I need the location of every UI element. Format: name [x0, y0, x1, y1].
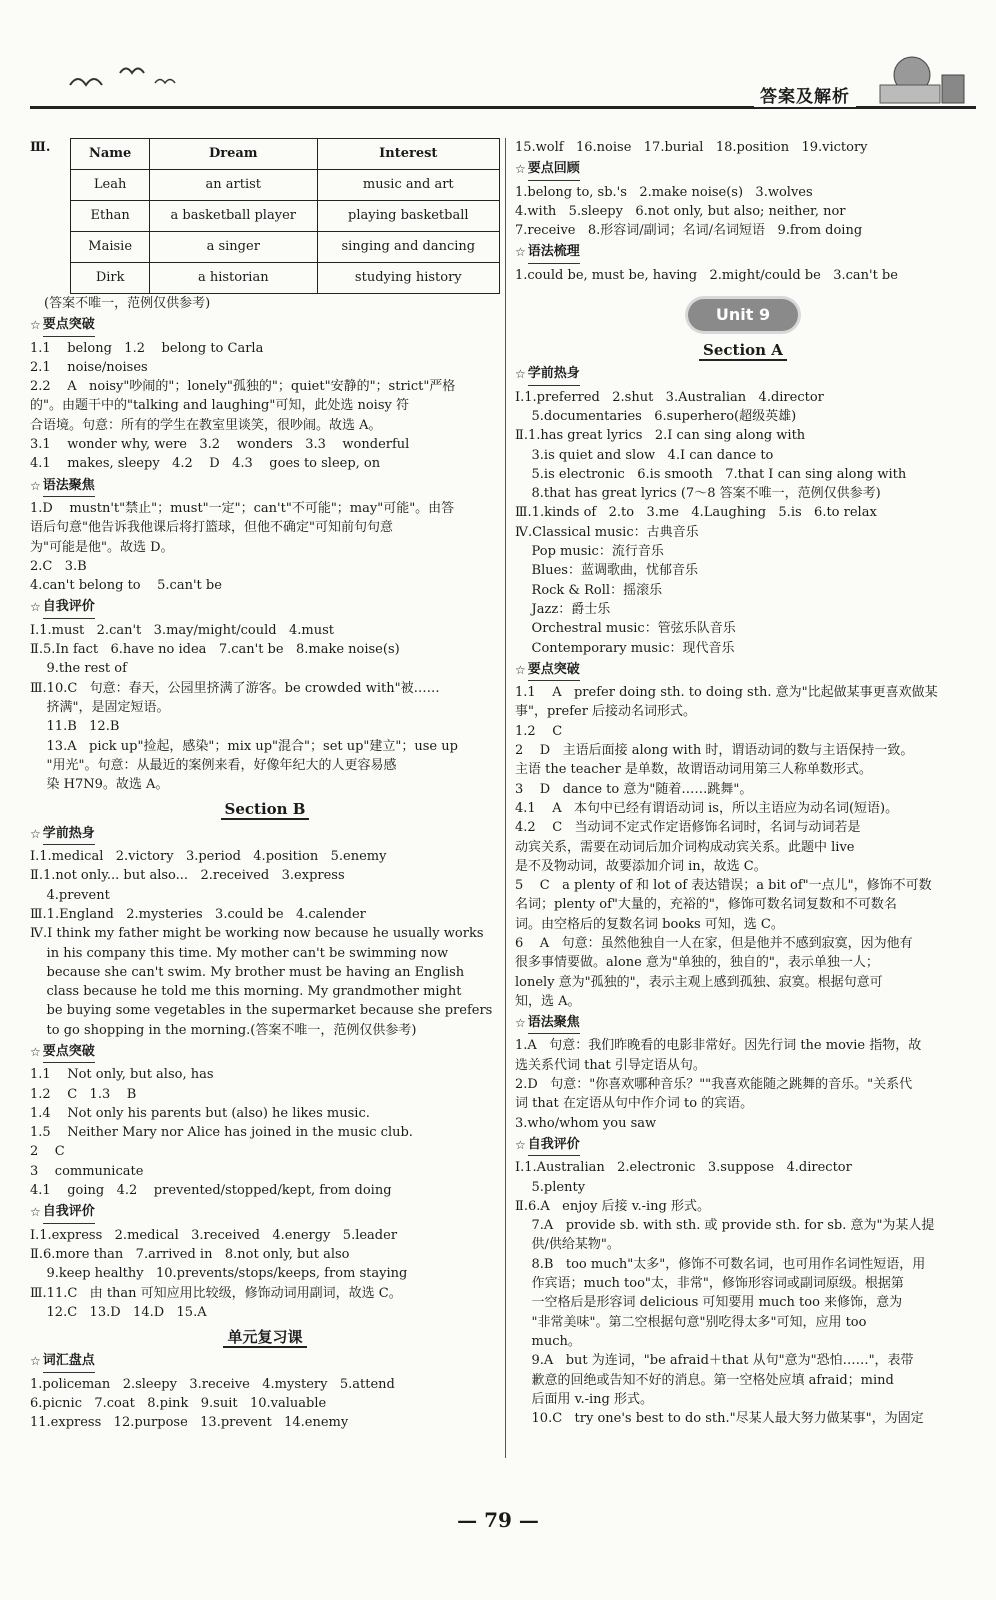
text-line: Ⅳ.I think my father might be working now because he usually works: [30, 926, 484, 942]
text-line: 4.1 going 4.2 prevented/stopped/kept, from doing: [30, 1183, 392, 1199]
text-line: 2.C 3.B: [30, 558, 87, 574]
text-line: 4.1 makes, sleepy 4.2 D 4.3 goes to sleep, on: [30, 456, 381, 472]
text-line: because she can't swim. My brother must be having an English: [30, 964, 465, 980]
star-icon: ☆: [30, 826, 41, 841]
self-check-block: [30, 621, 500, 795]
text-line: 5.documentaries 6.superhero(超级英雄): [515, 408, 797, 424]
table-cell: singing and dancing: [317, 232, 499, 263]
text-line: 1.belong to, sb.'s 2.make noise(s) 3.wolves: [515, 184, 813, 200]
text-line: 4.prevent: [30, 887, 110, 903]
text-line: 15.wolf 16.noise 17.burial 18.position 19.victory: [515, 140, 868, 155]
text-line: be buying some vegetables in the supermarket because she prefers: [30, 1003, 493, 1019]
section-heading: ☆ 要点突破: [30, 315, 500, 336]
star-icon: ☆: [515, 662, 526, 677]
right-column: [515, 138, 971, 1428]
section-heading: ☆ 语法聚焦: [515, 1013, 971, 1034]
text-line: 1.policeman 2.sleepy 3.receive 4.mystery 5.attend: [30, 1376, 395, 1392]
column-divider: [505, 138, 506, 1458]
warmup-block-a: [515, 388, 971, 658]
text-line: 挤满"，是固定短语。: [30, 699, 170, 715]
table-header: Name: [71, 139, 150, 170]
table-cell: an artist: [149, 170, 317, 201]
text-line: Ⅰ.1.must 2.can't 3.may/might/could 4.must: [30, 622, 335, 638]
text-line: 3.1 wonder why, were 3.2 wonders 3.3 wonderful: [30, 437, 410, 453]
table-label: Ⅲ.: [30, 140, 51, 155]
text-line: Ⅱ.6.A enjoy 后接 v.-ing 形式。: [515, 1198, 711, 1214]
star-icon: ☆: [30, 1205, 41, 1220]
text-line: 11.B 12.B: [30, 719, 120, 735]
grammar-summary-block: [515, 266, 971, 285]
grammar-block: [30, 499, 500, 595]
text-line: 后面用 v.-ing 形式。: [515, 1391, 653, 1407]
star-icon: ☆: [515, 367, 526, 382]
text-line: Pop music：流行音乐: [515, 544, 664, 560]
text-line: 1.5 Neither Mary nor Alice has joined in the music club.: [30, 1125, 413, 1141]
text-line: 3 D dance to 意为"随着……跳舞"。: [515, 781, 753, 797]
text-line: "非常美味"。第二空根据句意"别吃得太多"可知，应用 too: [515, 1314, 867, 1330]
text-line: 1.A 句意：我们昨晚看的电影非常好。因先行词 the movie 指物，故: [515, 1038, 922, 1054]
text-line: Rock & Roll：摇滚乐: [515, 582, 663, 598]
text-line: in his company this time. My mother can't be swimming now: [30, 945, 449, 961]
text-line: 名词；plenty of"大量的，充裕的"，修饰可数名词复数和不可数名: [515, 897, 897, 913]
text-line: 染 H7N9。故选 A。: [30, 777, 169, 793]
globe-decoration-icon: [860, 45, 970, 105]
text-line: 2 D 主语后面接 along with 时，谓语动词的数与主语保持一致。: [515, 743, 914, 759]
text-line: 主语 the teacher 是单数，故谓语动词用第三人称单数形式。: [515, 762, 872, 778]
star-icon: ☆: [30, 478, 41, 493]
unit-badge: Unit 9: [688, 299, 798, 331]
text-line: 1.1 A prefer doing sth. to doing sth. 意为"比起做某事更喜欢做某: [515, 685, 938, 701]
text-line: 1.1 Not only, but also, has: [30, 1067, 214, 1083]
section-heading: ☆ 词汇盘点: [30, 1351, 500, 1372]
text-line: 2.D 句意："你喜欢哪种音乐？""我喜欢能随之跳舞的音乐。"关系代: [515, 1077, 913, 1093]
text-line: 7.A provide sb. with sth. 或 provide sth. for sb. 意为"为某人提: [515, 1218, 935, 1234]
star-icon: ☆: [515, 1016, 526, 1031]
text-line: 2.1 noise/noises: [30, 359, 148, 375]
key-points-block-a: [515, 683, 971, 1011]
birds-decoration-icon: [60, 55, 200, 100]
table-cell: a singer: [149, 232, 317, 263]
text-line: Ⅲ.1.England 2.mysteries 3.could be 4.calender: [30, 906, 366, 922]
text-line: 10.C try one's best to do sth."尽某人最大努力做某事"，为固定: [515, 1411, 924, 1427]
text-line: 作宾语；much too"太，非常"，修饰形容词或副词原级。根据第: [515, 1276, 904, 1292]
table-cell: a historian: [149, 263, 317, 294]
self-check-block-a: [515, 1158, 971, 1428]
table-cell: Dirk: [71, 263, 150, 294]
table-note: (答案不唯一，范例仅供参考): [44, 296, 211, 311]
table-row: [71, 232, 500, 263]
text-line: 1.1 belong 1.2 belong to Carla: [30, 340, 264, 356]
text-line: much。: [515, 1333, 581, 1349]
text-line: 8.that has great lyrics (7～8 答案不唯一，范例仅供参考): [515, 486, 881, 502]
table-row: [71, 170, 500, 201]
text-line: 供/供给某物"。: [515, 1237, 620, 1253]
table-cell: Maisie: [71, 232, 150, 263]
left-column: [30, 138, 500, 1433]
text-line: Jazz：爵士乐: [515, 601, 611, 617]
text-line: 6 A 句意：虽然他独自一人在家，但是他并不感到寂寞，因为他有: [515, 935, 913, 951]
section-heading: ☆ 语法梳理: [515, 242, 971, 263]
text-line: 6.picnic 7.coat 8.pink 9.suit 10.valuable: [30, 1396, 327, 1412]
text-line: Ⅱ.5.In fact 6.have no idea 7.can't be 8.make noise(s): [30, 642, 400, 658]
section-heading: ☆ 要点突破: [515, 660, 971, 681]
text-line: 3.is quiet and slow 4.I can dance to: [515, 447, 774, 463]
table-cell: a basketball player: [149, 201, 317, 232]
key-points-block-b: [30, 1065, 500, 1200]
text-line: Contemporary music：现代音乐: [515, 640, 735, 656]
text-line: 词 that 在定语从句中作介词 to 的宾语。: [515, 1096, 754, 1112]
star-icon: ☆: [30, 1044, 41, 1059]
text-line: 9.A but 为连词，"be afraid＋that 从句"意为"恐怕……"，表带: [515, 1353, 914, 1369]
vocab-continued-block: [515, 138, 971, 157]
text-line: 知，选 A。: [515, 993, 581, 1009]
text-line: Ⅲ.1.kinds of 2.to 3.me 4.Laughing 5.is 6.to relax: [515, 505, 877, 521]
text-line: 动宾关系，需要在动词后加介词构成动宾关系。此题中 live: [515, 839, 855, 855]
text-line: 8.B too much"太多"，修饰不可数名词，也可用作名词性短语，用: [515, 1256, 926, 1272]
table-cell: studying history: [317, 263, 499, 294]
text-line: 7.receive 8.形容词/副词；名词/名词短语 9.from doing: [515, 223, 863, 239]
text-line: Ⅱ.1.has great lyrics 2.I can sing along with: [515, 428, 806, 444]
page-number: — 79 —: [457, 1508, 539, 1532]
section-heading: ☆ 自我评价: [515, 1135, 971, 1156]
text-line: 2 C: [30, 1144, 65, 1160]
text-line: "用光"。句意：从最近的案例来看，好像年纪大的人更容易感: [30, 757, 397, 773]
text-line: 词。由空格后的复数名词 books 可知，选 C。: [515, 916, 784, 932]
text-line: Ⅲ.10.C 句意：春天，公园里挤满了游客。be crowded with"被……: [30, 680, 440, 696]
star-icon: ☆: [30, 318, 41, 333]
text-line: 很多事情要做。alone 意为"单独的，独自的"，表示单独一人；: [515, 955, 879, 971]
text-line: 1.2 C 1.3 B: [30, 1086, 137, 1102]
warmup-block: [30, 847, 500, 1040]
self-check-block-b: [30, 1226, 500, 1322]
table-row: [71, 201, 500, 232]
text-line: 4.with 5.sleepy 6.not only, but also; neither, nor: [515, 203, 846, 219]
text-line: 5.is electronic 6.is smooth 7.that I can sing along with: [515, 466, 907, 482]
table-header: Interest: [317, 139, 499, 170]
text-line: 13.A pick up"捡起，感染"；mix up"混合"；set up"建立"；use up: [30, 738, 458, 754]
text-line: 1.could be, must be, having 2.might/could be 3.can't be: [515, 267, 898, 283]
table-row: [71, 263, 500, 294]
section-heading: ☆ 要点回顾: [515, 159, 971, 180]
text-line: 9.keep healthy 10.prevents/stops/keeps, from staying: [30, 1266, 408, 1282]
review-points-block: [515, 183, 971, 241]
text-line: 合语境。句意：所有的学生在教室里谈笑，很吵闹。故选 A。: [30, 417, 382, 433]
header-title: 答案及解析: [754, 82, 856, 107]
text-line: Ⅲ.11.C 由 than 可知应用比较级，修饰动词用副词，故选 C。: [30, 1285, 402, 1301]
star-icon: ☆: [515, 245, 526, 260]
star-icon: ☆: [515, 162, 526, 177]
section-heading: ☆ 学前热身: [515, 364, 971, 385]
text-line: 3.who/whom you saw: [515, 1115, 657, 1131]
table-cell: music and art: [317, 170, 499, 201]
text-line: 选关系代词 that 引导定语从句。: [515, 1057, 706, 1073]
text-line: 1.2 C: [515, 723, 563, 739]
text-line: 12.C 13.D 14.D 15.A: [30, 1304, 207, 1320]
text-line: Ⅱ.6.more than 7.arrived in 8.not only, but also: [30, 1246, 350, 1262]
table-cell: Leah: [71, 170, 150, 201]
text-line: 1.4 Not only his parents but (also) he likes music.: [30, 1105, 370, 1121]
text-line: Orchestral music：管弦乐队音乐: [515, 621, 736, 637]
text-line: Ⅰ.1.medical 2.victory 3.period 4.position 5.enemy: [30, 849, 387, 865]
text-line: Ⅳ.Classical music：古典音乐: [515, 524, 699, 540]
text-line: Ⅰ.1.Australian 2.electronic 3.suppose 4.director: [515, 1160, 852, 1176]
text-line: 为"可能是他"。故选 D。: [30, 539, 174, 555]
text-line: Blues：蓝调歌曲，忧郁音乐: [515, 563, 698, 579]
grammar-block-a: [515, 1036, 971, 1132]
text-line: 5 C a plenty of 和 lot of 表达错误；a bit of"一点儿"，修饰不可数: [515, 878, 932, 894]
section-heading: ☆ 语法聚焦: [30, 476, 500, 497]
text-line: 5.plenty: [515, 1179, 586, 1195]
star-icon: ☆: [30, 600, 41, 615]
text-line: 1.D mustn't"禁止"；must"一定"；can't"不可能"；may"可能"。由答: [30, 500, 455, 516]
text-line: 9.the rest of: [30, 661, 127, 677]
table-header-row: [71, 139, 500, 170]
text-line: 事"，prefer 后接动名词形式。: [515, 704, 697, 720]
text-line: lonely 意为"孤独的"，表示主观上感到孤独、寂寞。根据句意可: [515, 974, 883, 990]
text-line: 一空格后是形容词 delicious 可知要用 much too 来修饰，意为: [515, 1295, 903, 1311]
section-heading: ☆ 自我评价: [30, 1202, 500, 1223]
text-line: 歉意的回绝或告知不好的消息。第一空格处应填 afraid；mind: [515, 1372, 894, 1388]
table-cell: Ethan: [71, 201, 150, 232]
vocab-block: [30, 1375, 500, 1433]
table-header: Dream: [149, 139, 317, 170]
text-line: 4.can't belong to 5.can't be: [30, 578, 222, 594]
text-line: Ⅰ.1.express 2.medical 3.received 4.energy 5.leader: [30, 1227, 398, 1243]
text-line: Ⅰ.1.preferred 2.shut 3.Australian 4.director: [515, 389, 824, 405]
star-icon: ☆: [30, 1354, 41, 1369]
review-title: 单元复习课: [30, 1328, 500, 1347]
text-line: Ⅱ.1.not only... but also... 2.received 3.express: [30, 868, 345, 884]
section-heading: ☆ 要点突破: [30, 1042, 500, 1063]
section-heading: ☆ 自我评价: [30, 597, 500, 618]
section-b-title: Section B: [30, 800, 500, 819]
text-line: 语后句意"他告诉我他课后将打篮球，但他不确定"可知前句句意: [30, 520, 393, 536]
text-line: 4.1 A 本句中已经有谓语动词 is，所以主语应为动名词(短语)。: [515, 800, 899, 816]
text-line: 3 communicate: [30, 1163, 144, 1179]
star-icon: ☆: [515, 1137, 526, 1152]
text-line: to go shopping in the morning.(答案不唯一，范例仅供参考): [30, 1022, 417, 1038]
table-cell: playing basketball: [317, 201, 499, 232]
text-line: 2.2 A noisy"吵闹的"；lonely"孤独的"；quiet"安静的"；strict"严格: [30, 379, 456, 395]
key-points-block: [30, 339, 500, 474]
text-line: 的"。由题干中的"talking and laughing"可知，此处选 noisy 符: [30, 398, 409, 414]
text-line: class because he told me this morning. My grandmother might: [30, 984, 462, 1000]
section-a-title: Section A: [515, 341, 971, 360]
text-line: 11.express 12.purpose 13.prevent 14.enemy: [30, 1415, 349, 1431]
dream-table: [70, 138, 500, 294]
section-heading: ☆ 学前热身: [30, 824, 500, 845]
text-line: 是不及物动词，故要添加介词 in，故选 C。: [515, 858, 767, 874]
text-line: 4.2 C 当动词不定式作定语修饰名词时，名词与动词若是: [515, 820, 861, 836]
